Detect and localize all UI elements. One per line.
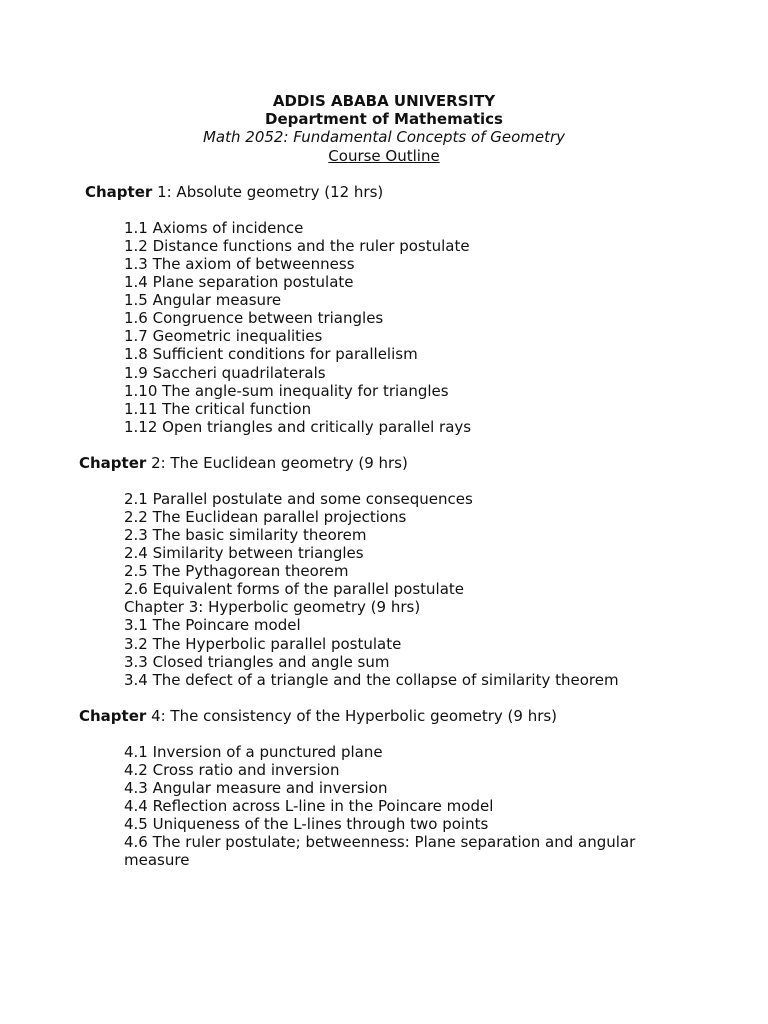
list-item: 1.7 Geometric inequalities <box>124 327 323 345</box>
chapter-title: 1: Absolute geometry (12 hrs) <box>152 183 384 201</box>
list-item: 4.3 Angular measure and inversion <box>124 779 388 797</box>
list-item: 2.5 The Pythagorean theorem <box>124 562 349 580</box>
list-item: 4.6 The ruler postulate; betweenness: Plane separation and angular measure <box>124 833 636 870</box>
list-item: 1.6 Congruence between triangles <box>124 309 384 327</box>
list-item: 3.4 The defect of a triangle and the collapse of similarity theorem <box>124 671 619 689</box>
list-item: 3.1 The Poincare model <box>124 616 301 634</box>
list-item: 1.11 The critical function <box>124 400 312 418</box>
list-item: 1.8 Sufficient conditions for parallelism <box>124 345 418 363</box>
chapter-title: 2: The Euclidean geometry (9 hrs) <box>146 454 408 472</box>
document-header <box>0 92 768 165</box>
list-item: 1.2 Distance functions and the ruler postulate <box>124 237 470 255</box>
university-name: ADDIS ABABA UNIVERSITY <box>272 92 496 110</box>
list-item: 1.4 Plane separation postulate <box>124 273 354 291</box>
list-item: 1.12 Open triangles and critically parallel rays <box>124 418 472 436</box>
list-item: 4.1 Inversion of a punctured plane <box>124 743 383 761</box>
chapter-word: Chapter <box>79 707 147 725</box>
chapter-2-heading <box>79 454 408 472</box>
course-outline-label: Course Outline <box>328 146 440 165</box>
list-item: 1.10 The angle-sum inequality for triangles <box>124 382 449 400</box>
list-item: 1.3 The axiom of betweenness <box>124 255 355 273</box>
chapter-word: Chapter <box>85 183 153 201</box>
list-item: 2.3 The basic similarity theorem <box>124 526 367 544</box>
list-item: 2.4 Similarity between triangles <box>124 544 364 562</box>
list-item: 3.2 The Hyperbolic parallel postulate <box>124 635 402 653</box>
list-item: 3.3 Closed triangles and angle sum <box>124 653 390 671</box>
list-item: 2.1 Parallel postulate and some consequences <box>124 490 473 508</box>
list-item: 2.2 The Euclidean parallel projections <box>124 508 407 526</box>
chapter-3-heading: Chapter 3: Hyperbolic geometry (9 hrs) <box>124 598 421 616</box>
list-item: 1.1 Axioms of incidence <box>124 219 304 237</box>
chapter-word: Chapter <box>79 454 147 472</box>
list-item: 1.9 Saccheri quadrilaterals <box>124 364 326 382</box>
list-item: 4.2 Cross ratio and inversion <box>124 761 340 779</box>
list-item: 4.4 Reflection across L-line in the Poincare model <box>124 797 494 815</box>
department-name: Department of Mathematics <box>265 110 503 129</box>
list-item: 1.5 Angular measure <box>124 291 282 309</box>
chapter-title: 4: The consistency of the Hyperbolic geometry (9 hrs) <box>146 707 558 725</box>
chapter-1-heading <box>85 183 383 201</box>
course-title: Math 2052: Fundamental Concepts of Geometry <box>202 128 566 147</box>
list-item: 4.5 Uniqueness of the L-lines through two points <box>124 815 489 833</box>
list-item: 2.6 Equivalent forms of the parallel postulate <box>124 580 465 598</box>
chapter-4-heading <box>79 707 557 725</box>
